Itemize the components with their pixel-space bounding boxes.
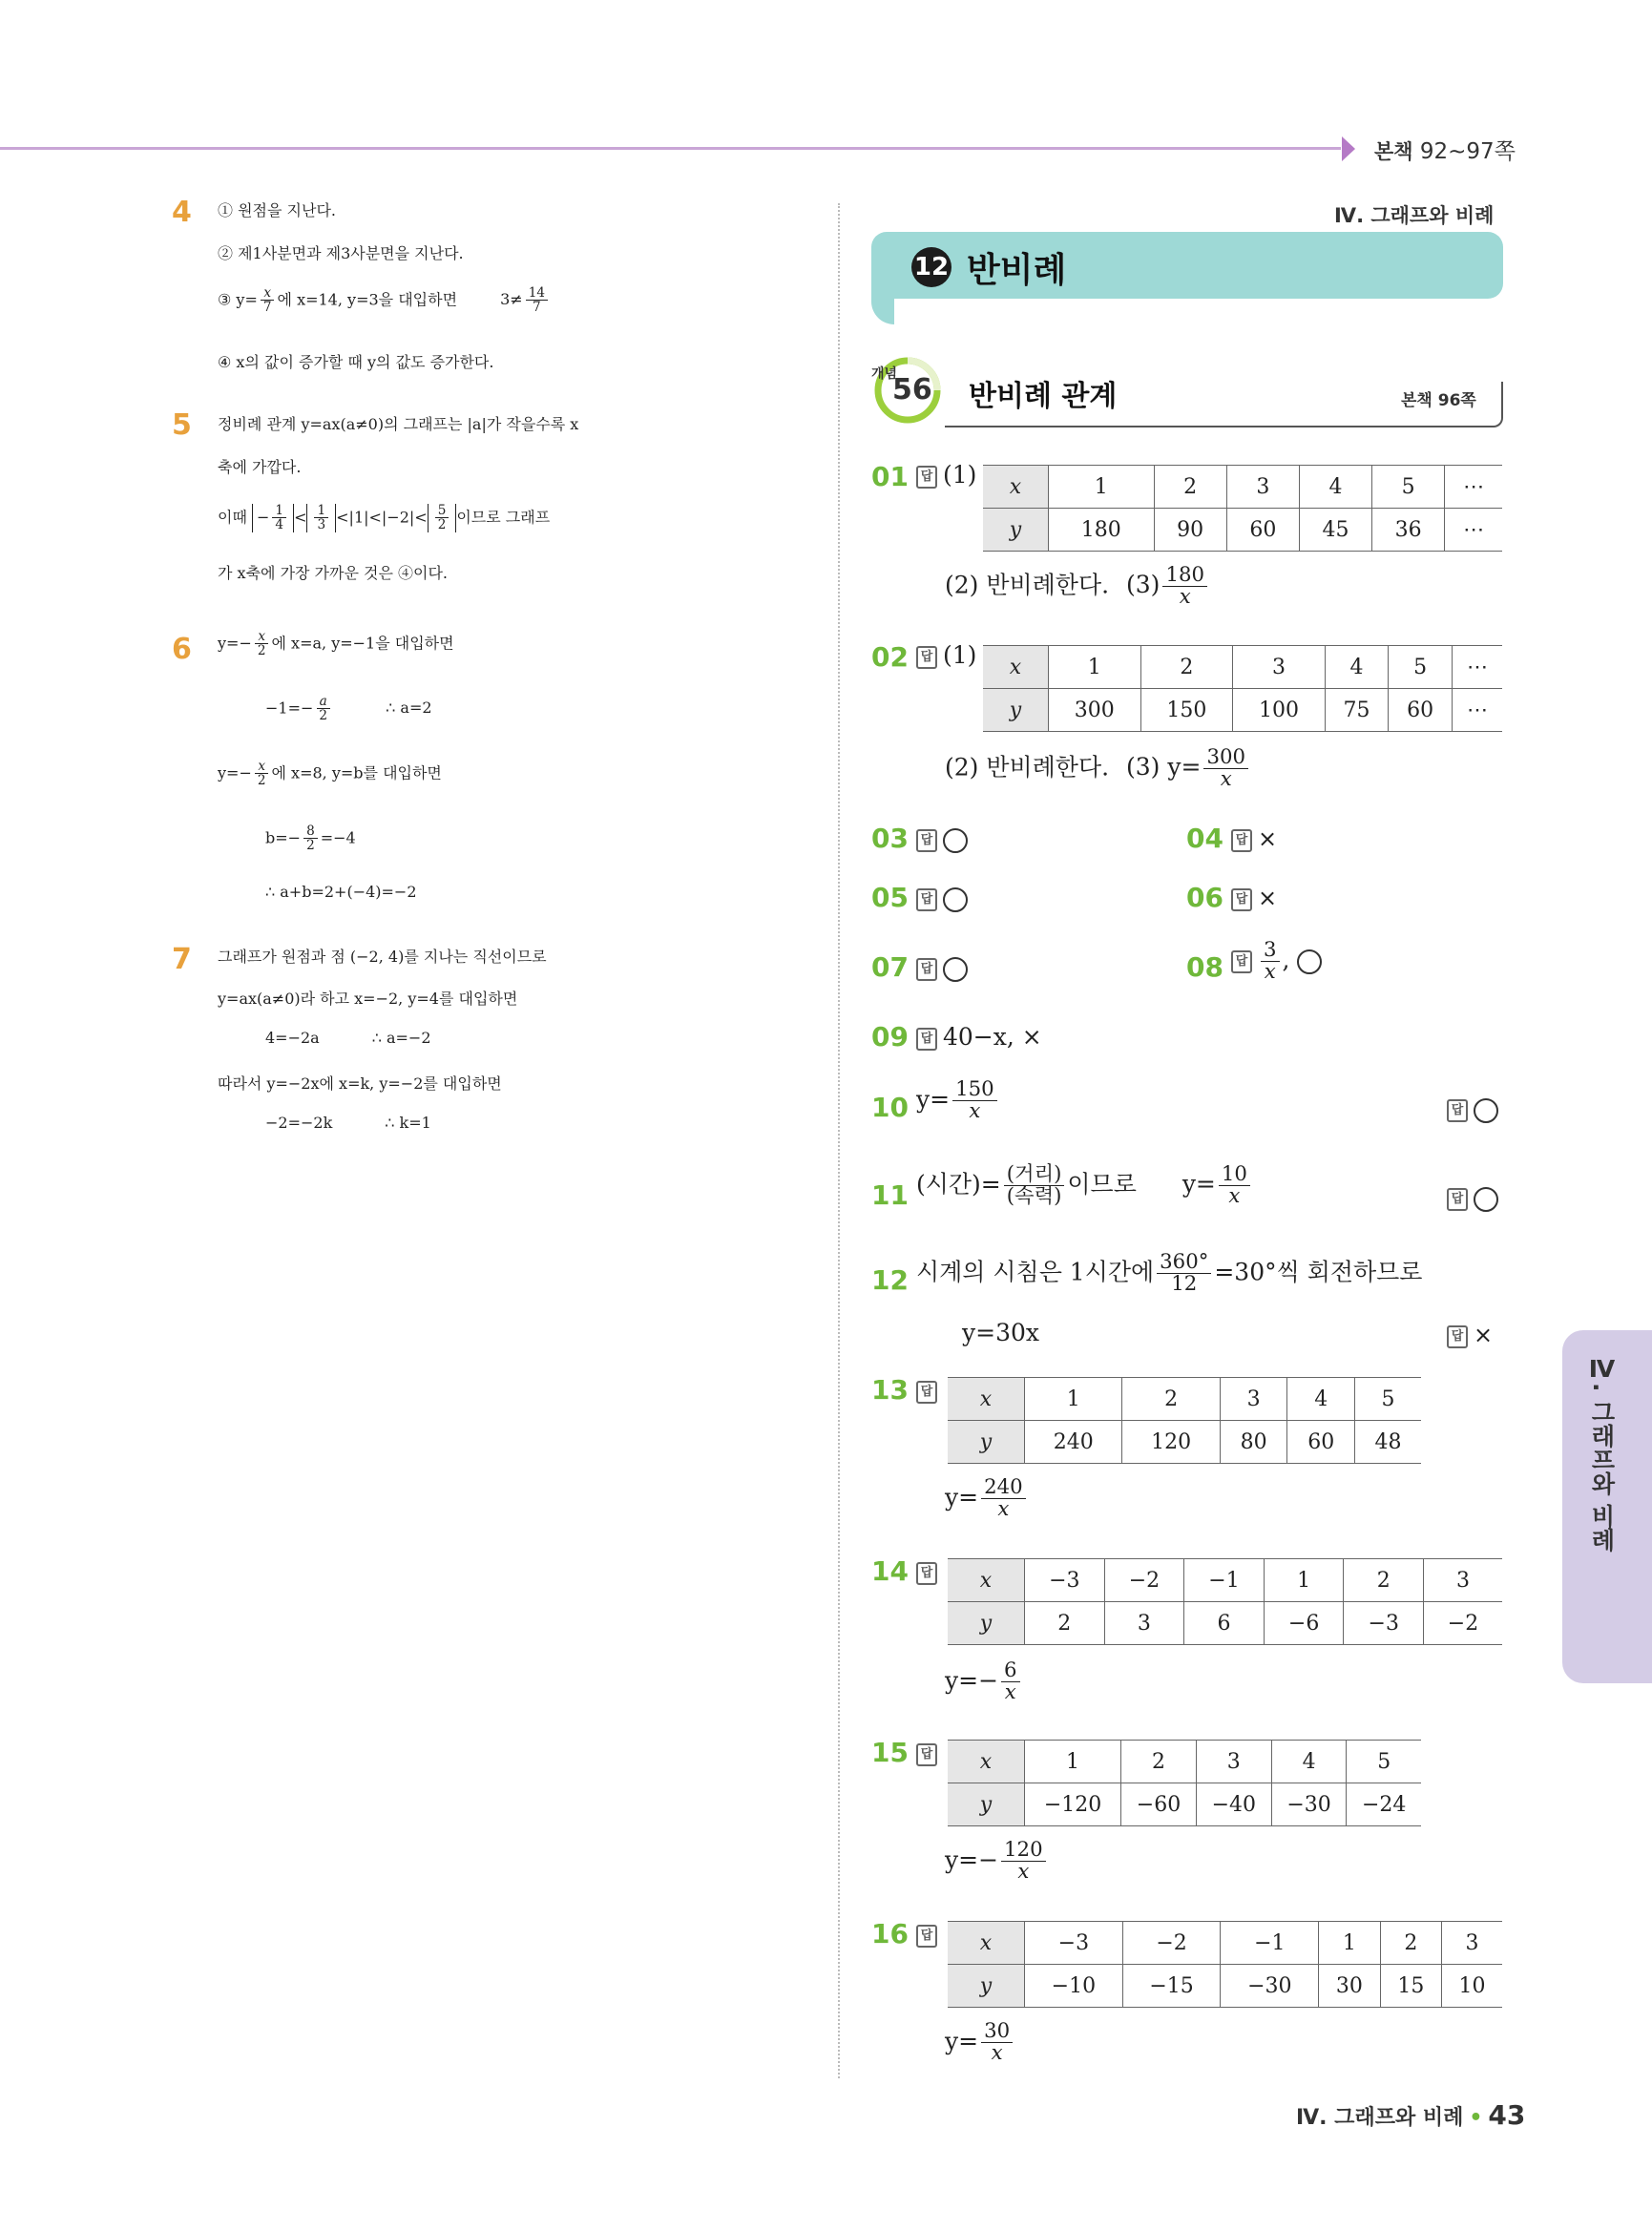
- table-row: x 1 2 3 4 5: [948, 1741, 1421, 1783]
- p4-line2: ② 제1사분면과 제3사분면을 지난다.: [218, 244, 464, 262]
- question-number: 04: [1186, 823, 1223, 854]
- p5-line3: 이때 − $\frac{1}{4}$ < $\frac{1}{3}$ <|1|<|−2|< $\frac{5}{2}$ 이므로 그래프: [218, 503, 551, 533]
- value-table: [948, 1921, 1502, 2008]
- chapter-title: Ⅳ. 그래프와 비례: [1334, 204, 1495, 227]
- table-row: y 300 150 100 75 60 ⋯: [983, 689, 1502, 732]
- question-number: 11: [871, 1179, 909, 1211]
- p7-line5: −2=−2k ∴ k=1: [265, 1114, 431, 1132]
- table-row: x 1 2 3 4 5 ⋯: [983, 646, 1502, 689]
- q01-answer-mark: 답 (1): [916, 461, 976, 489]
- question-number: 13: [871, 1374, 909, 1406]
- question-number: 12: [871, 1264, 909, 1296]
- q05-answer: [916, 884, 968, 912]
- answer-icon: 답: [1231, 950, 1252, 973]
- p5-line1: 정비례 관계 y=ax(a≠0)의 그래프는 |a|가 작을수록 x: [218, 415, 579, 433]
- q12-answer: 답 ×: [1447, 1321, 1493, 1348]
- q13-result: y= $\frac{240}{x}$: [945, 1477, 1029, 1521]
- p5-line2: 축에 가깝다.: [218, 458, 302, 476]
- book-page-reference: 본책 92~97쪽: [1374, 139, 1516, 164]
- table-row: x −3 −2 −1 1 2 3: [948, 1922, 1502, 1965]
- answer-icon: 답: [916, 1562, 937, 1585]
- answer-icon: 답: [916, 1028, 937, 1051]
- q08-answer: 답 $\frac{3}{x}$ ,: [1231, 940, 1322, 984]
- answer-icon: 답: [1231, 829, 1252, 852]
- table-row: x 1 2 3 4 5 ⋯: [983, 466, 1502, 509]
- answer-icon: 답: [916, 466, 937, 489]
- q02-parts: (2) 반비례한다. (3) y= $\frac{300}{x}$: [945, 747, 1251, 791]
- q02-answer-mark: 답 (1): [916, 641, 976, 669]
- header-rule: [0, 147, 1341, 150]
- q16-answer-mark: [916, 1920, 943, 1948]
- question-number: 06: [1186, 882, 1223, 913]
- q07-answer: [916, 953, 968, 982]
- answer-icon: 답: [1231, 888, 1252, 911]
- q11-answer: [1447, 1183, 1498, 1212]
- q10-answer: [1447, 1095, 1498, 1123]
- circle-mark-icon: [1474, 1187, 1498, 1212]
- column-divider: [838, 203, 840, 2078]
- q15-result: y=− $\frac{120}{x}$: [945, 1840, 1049, 1884]
- answer-icon: 답: [916, 958, 937, 981]
- answer-icon: 답: [1447, 1099, 1468, 1122]
- unit-number: 12: [911, 247, 951, 287]
- p6-line2: −1=− $\frac{a}{2}$ ∴ a=2: [265, 694, 432, 724]
- table-row: y 2 3 6 −6 −3 −2: [948, 1602, 1502, 1645]
- question-number: 14: [871, 1555, 909, 1587]
- circle-mark-icon: [943, 887, 968, 912]
- problem-number: 7: [172, 943, 192, 976]
- value-table: [948, 1377, 1421, 1464]
- question-number: 16: [871, 1918, 909, 1950]
- question-number: 15: [871, 1737, 909, 1768]
- question-number: 07: [871, 951, 909, 983]
- concept-page-reference: 본책 96쪽: [1401, 391, 1476, 410]
- q04-answer: 답 ×: [1231, 824, 1277, 852]
- concept-title: 반비례 관계: [969, 380, 1118, 413]
- banner-mask: [894, 299, 971, 337]
- q11-work: (시간)= $\frac{\text{(거리)}}{\text{(속력)}}$ 이므로 y= $\frac{10}{x}$: [916, 1164, 1253, 1208]
- q14-answer-mark: [916, 1557, 943, 1585]
- p4-line1: ① 원점을 지난다.: [218, 201, 336, 219]
- p7-line4: 따라서 y=−2x에 x=k, y=−2를 대입하면: [218, 1074, 502, 1093]
- value-table: [948, 1558, 1502, 1645]
- answer-icon: 답: [916, 829, 937, 852]
- circle-mark-icon: [1474, 1098, 1498, 1123]
- q14-result: y=− $\frac{6}{x}$: [945, 1660, 1023, 1704]
- table-row: y −120 −60 −40 −30 −24: [948, 1783, 1421, 1826]
- table-row: y 240 120 80 60 48: [948, 1421, 1421, 1464]
- q16-result: y= $\frac{30}{x}$: [945, 2021, 1015, 2065]
- circle-mark-icon: [943, 828, 968, 853]
- p4-line3: ③ y= $\frac{x}{7}$ 에 x=14, y=3을 대입하면 3≠ $\frac{14}{7}$: [218, 286, 551, 315]
- p7-line3: 4=−2a ∴ a=−2: [265, 1029, 431, 1047]
- problem-number: 5: [172, 408, 192, 442]
- question-number: 01: [871, 461, 909, 492]
- p6-line1: y=− $\frac{x}{2}$ 에 x=a, y=−1을 대입하면: [218, 629, 454, 659]
- answer-icon: 답: [916, 888, 937, 911]
- circle-mark-icon: [943, 957, 968, 982]
- p7-line2: y=ax(a≠0)라 하고 x=−2, y=4를 대입하면: [218, 990, 518, 1008]
- q12-work: 시계의 시침은 1시간에 $\frac{360^\circ}{12}$ =30°씩 회전하므로: [916, 1250, 1423, 1297]
- chevron-right-icon: [1342, 136, 1355, 161]
- concept-label: 개념: [871, 366, 898, 382]
- q13-answer-mark: [916, 1376, 943, 1404]
- circle-mark-icon: [1297, 949, 1322, 974]
- p6-line5: ∴ a+b=2+(−4)=−2: [265, 883, 417, 901]
- unit-title: 반비례: [967, 251, 1067, 290]
- p6-line4: b=− $\frac{8}{2}$ =−4: [265, 824, 356, 854]
- side-tab-label: Ⅳ. 그래프와 비례: [1588, 1355, 1616, 1552]
- concept-number: 56: [892, 373, 932, 407]
- q03-answer: [916, 824, 968, 853]
- answer-icon: 답: [1447, 1188, 1468, 1211]
- question-number: 09: [871, 1021, 909, 1053]
- p7-line1: 그래프가 원점과 점 (−2, 4)를 지나는 직선이므로: [218, 948, 547, 966]
- value-table: [948, 1740, 1421, 1826]
- p4-line4: ④ x의 값이 증가할 때 y의 값도 증가한다.: [218, 353, 494, 371]
- table-row: y 180 90 60 45 36 ⋯: [983, 509, 1502, 552]
- table-row: x −3 −2 −1 1 2 3: [948, 1559, 1502, 1602]
- question-number: 05: [871, 882, 909, 913]
- table-row: x 1 2 3 4 5: [948, 1378, 1421, 1421]
- answer-icon: 답: [916, 1743, 937, 1766]
- q15-answer-mark: [916, 1739, 943, 1766]
- value-table: [983, 645, 1502, 732]
- q12-line2: y=30x: [962, 1319, 1039, 1346]
- p6-line3: y=− $\frac{x}{2}$ 에 x=8, y=b를 대입하면: [218, 759, 442, 789]
- page-footer: Ⅳ. 그래프와 비례 • 43: [1296, 2099, 1526, 2131]
- question-number: 02: [871, 641, 909, 673]
- answer-icon: 답: [916, 646, 937, 669]
- answer-icon: 답: [916, 1925, 937, 1948]
- answer-icon: 답: [1447, 1325, 1468, 1348]
- q06-answer: 답 ×: [1231, 884, 1277, 911]
- q01-parts: (2) 반비례한다. (3) $\frac{180}{x}$: [945, 565, 1210, 609]
- problem-number: 4: [172, 196, 192, 229]
- answer-icon: 답: [916, 1381, 937, 1404]
- value-table: [983, 465, 1502, 552]
- table-row: y −10 −15 −30 30 15 10: [948, 1965, 1502, 2008]
- q09-answer: 답 40−x, ×: [916, 1023, 1042, 1051]
- problem-number: 6: [172, 633, 192, 666]
- p5-line4: 가 x축에 가장 가까운 것은 ④이다.: [218, 564, 449, 582]
- question-number: 08: [1186, 951, 1223, 983]
- page-number: 43: [1488, 2099, 1526, 2131]
- question-number: 10: [871, 1092, 909, 1123]
- question-number: 03: [871, 823, 909, 854]
- q10-work: y= $\frac{150}{x}$: [916, 1079, 1000, 1123]
